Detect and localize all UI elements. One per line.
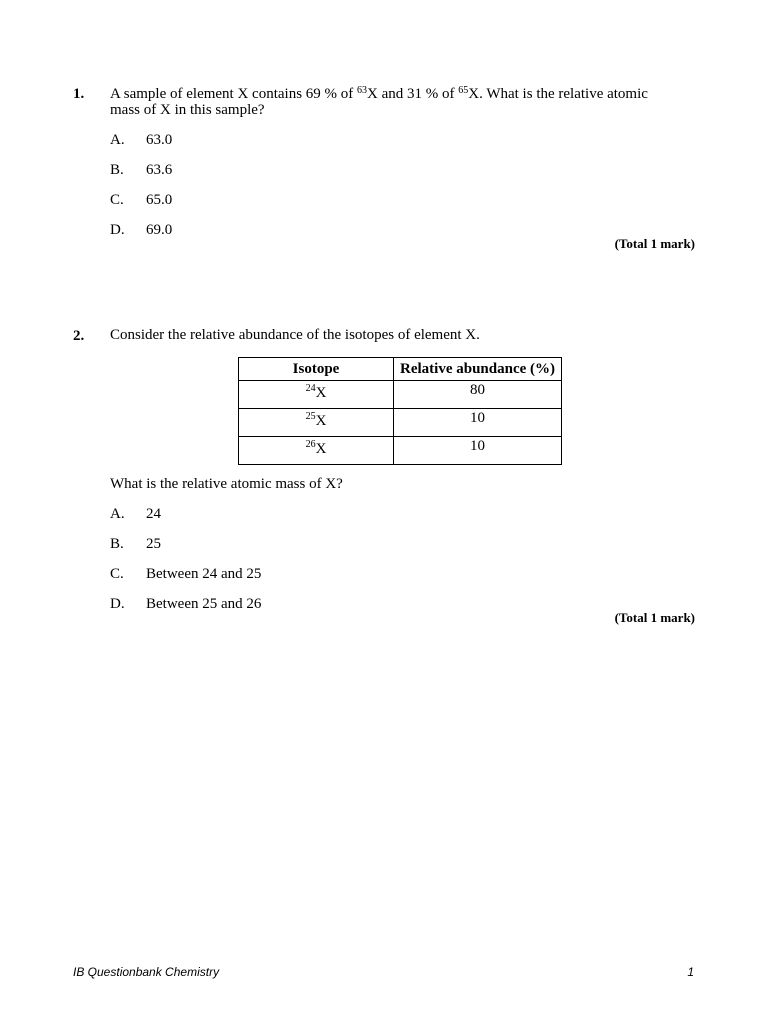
option-text: 24 (146, 506, 161, 522)
option-c (110, 191, 695, 221)
question-2 (73, 324, 695, 625)
option-letter: C. (110, 566, 124, 582)
option-a (110, 131, 695, 161)
footer-source: IB Questionbank Chemistry (73, 965, 220, 979)
table-row (239, 409, 562, 437)
option-text: Between 24 and 25 (146, 566, 262, 582)
option-letter: D. (110, 596, 125, 612)
option-letter: A. (110, 506, 125, 522)
question-text (110, 82, 660, 118)
option-letter: B. (110, 162, 124, 178)
question-2-header (73, 324, 695, 343)
total-mark: (Total 1 mark) (614, 610, 695, 625)
option-text: 25 (146, 536, 161, 552)
option-text: Between 25 and 26 (146, 596, 262, 612)
table-header-row (239, 358, 562, 381)
option-b (110, 161, 695, 191)
table-row (239, 381, 562, 409)
answer-options (110, 505, 610, 625)
option-letter: C. (110, 192, 124, 208)
element-symbol: X (315, 385, 327, 401)
sub-question-text: What is the relative atomic mass of X? (110, 476, 343, 492)
option-d (110, 221, 695, 251)
table-row (239, 437, 562, 465)
question-text-part: X and 31 % of (367, 86, 459, 102)
abundance-cell: 10 (394, 409, 562, 437)
question-text: Consider the relative abundance of the isotopes of element X. (110, 327, 480, 343)
mass-number-superscript: 24 (305, 383, 316, 394)
question-number: 1. (73, 86, 85, 102)
answer-options (110, 131, 695, 251)
isotope-cell (239, 437, 394, 465)
isotope-cell (239, 381, 394, 409)
abundance-cell: 80 (394, 381, 562, 409)
question-1 (73, 82, 695, 251)
option-text: 69.0 (146, 222, 173, 238)
option-text: 63.0 (146, 132, 173, 148)
option-b (110, 535, 610, 565)
total-mark: (Total 1 mark) (614, 236, 695, 251)
option-text: 63.6 (146, 162, 173, 178)
option-letter: A. (110, 132, 125, 148)
isotope-table (238, 357, 562, 465)
option-letter: D. (110, 222, 125, 238)
table-header-isotope: Isotope (239, 358, 394, 381)
option-a (110, 505, 610, 535)
question-number: 2. (73, 328, 85, 344)
mass-number-superscript: 65 (458, 85, 469, 96)
option-c (110, 565, 610, 595)
question-text-part: A sample of element X contains 69 % of (110, 86, 358, 102)
option-d (110, 595, 610, 625)
isotope-cell (239, 409, 394, 437)
mass-number-superscript: 63 (357, 85, 368, 96)
abundance-cell: 10 (394, 437, 562, 465)
page-number: 1 (687, 965, 694, 979)
element-symbol: X (315, 441, 327, 457)
option-text: 65.0 (146, 192, 173, 208)
option-letter: B. (110, 536, 124, 552)
mass-number-superscript: 25 (305, 411, 316, 422)
table-header-abundance: Relative abundance (%) (394, 358, 562, 381)
question-1-header (73, 82, 695, 118)
question-text-part: X. What is the relative atomic mass of X in this sample? (110, 86, 648, 118)
element-symbol: X (315, 413, 327, 429)
mass-number-superscript: 26 (305, 439, 316, 450)
